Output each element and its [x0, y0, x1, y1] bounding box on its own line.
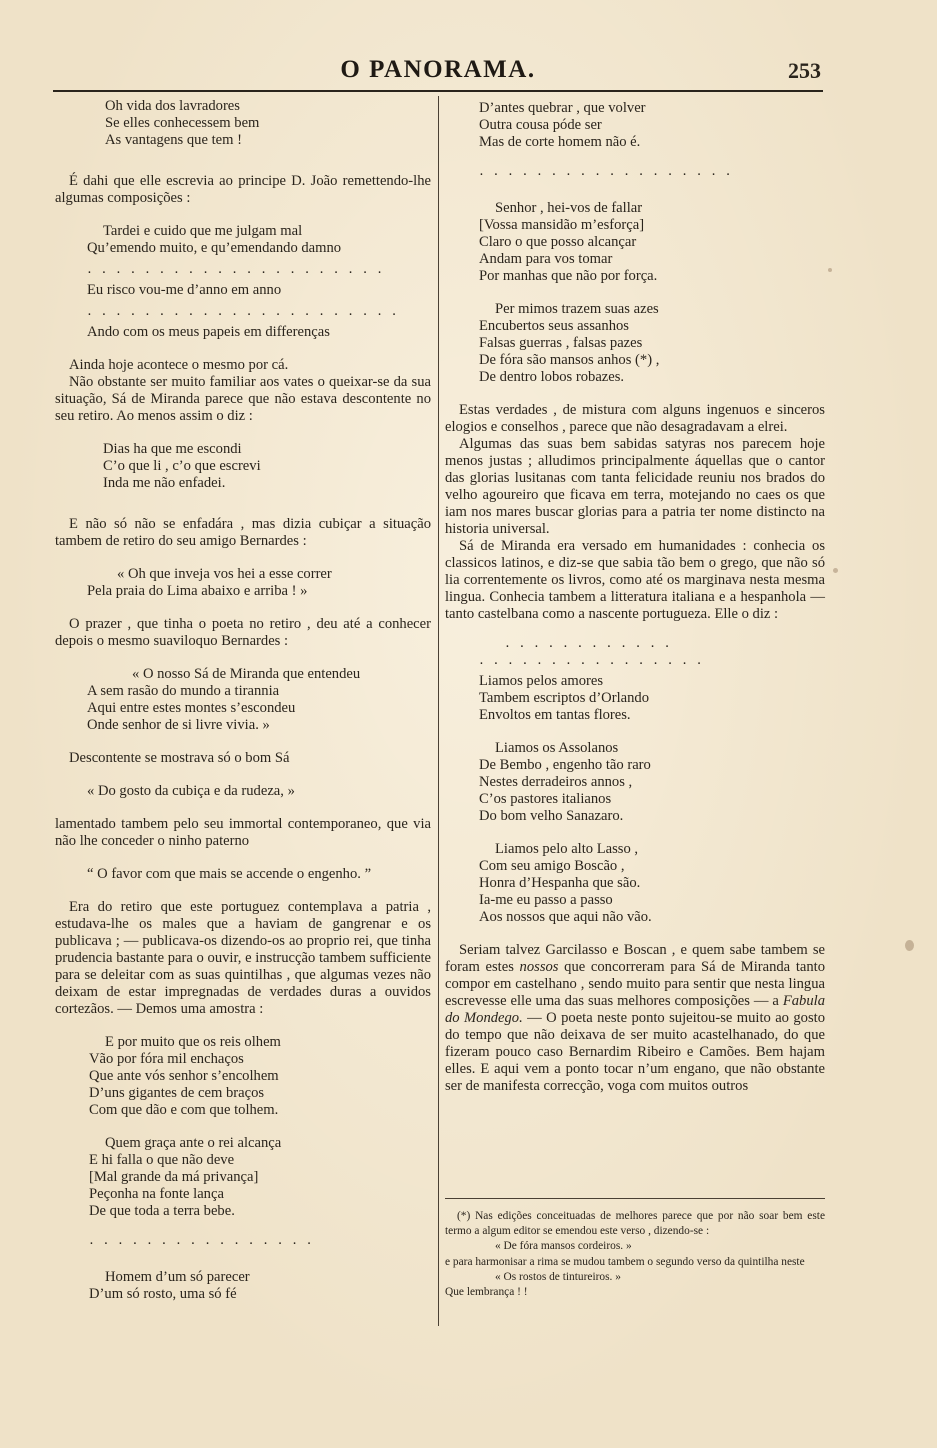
text-run: — O poeta neste ponto sujeitou-se muito ao gosto do tempo que não deixava de ser muito acastelhanado, do que fizeram pouco caso Bernardim Ribeiro e Camões. Bem hajam elles. E aqui vem a ponto tocar n’um engano, que não obstante ser de manifesta correcção, voga com muitos outros: [445, 1010, 825, 1094]
paragraph: lamentado tambem pelo seu immortal contemporaneo, que via não lhe conceder o ninho paterno: [55, 816, 431, 849]
verse-line: Andam para vos tomar: [479, 251, 613, 267]
verse-line: Nestes derradeiros annos ,: [479, 774, 633, 790]
verse-line: “ O favor com que mais se accende o engenho. ”: [87, 866, 372, 882]
page-number: 253: [788, 58, 821, 83]
verse-line: Com seu amigo Boscão ,: [479, 858, 625, 874]
footnote-rule: [445, 1198, 825, 1199]
verse-line: Vão por fóra mil enchaços: [89, 1051, 244, 1067]
verse-line: [Mal grande da má privança]: [89, 1169, 259, 1185]
verse-line: Senhor , hei-vos de fallar: [495, 200, 643, 216]
verse-line: [Vossa mansidão m’esforça]: [479, 217, 645, 233]
paragraph: Sá de Miranda era versado em humanidades : conhecia os classicos latinos, e diz-se que sabia tão bem o grego, que não só lia correntemente os livros, como até os marginava nesta mesma lingua. Conhecia tambem a litteratura italiana e a hespanhola — tanto castelbana como a nascente portugueza. Elle o diz :: [445, 538, 825, 622]
verse-line: Claro o que posso alcançar: [479, 234, 637, 250]
verse-line: Tardei e cuido que me julgam mal: [103, 223, 303, 239]
paragraph: O prazer , que tinha o poeta no retiro , deu até a conhecer depois o mesmo suaviloquo Bernardes :: [55, 616, 431, 649]
verse-favor: [55, 866, 431, 883]
verse-line: Outra cousa póde ser: [479, 117, 602, 133]
verse-line: E por muito que os reis olhem: [105, 1034, 281, 1050]
verse-line: Ia-me eu passo a passo: [479, 892, 613, 908]
paragraph: Não obstante ser muito familiar aos vates o queixar-se da sua situação, Sá de Miranda parece que não estava descontente no seu retiro. Ao menos assim o diz :: [55, 374, 431, 424]
ellipsis-dots: · · · · · · · · · · · · · · · · · · · · · ·: [87, 307, 400, 323]
verse-dantes: [445, 100, 825, 151]
verse-line: Honra d’Hespanha que são.: [479, 875, 641, 891]
verse-line: A sem rasão do mundo a tirannia: [87, 683, 280, 699]
verse-line: Que ante vós senhor s’encolhem: [89, 1068, 279, 1084]
verse-line: Inda me não enfadei.: [103, 475, 226, 491]
verse-lavradores: [55, 98, 431, 149]
paper-spot: [905, 940, 914, 951]
paragraph: Estas verdades , de mistura com alguns ingenuos e sinceros elogios e conselhos , parece que não desagradavam a elrei.: [445, 402, 825, 435]
text-run: que concorreram para Sá de Miranda tanto compor em castelhano , sendo muito para sentir que nesta lingua escrevesse elle uma das suas melhores composições — a: [445, 959, 826, 1009]
verse-line: Liamos os Assolanos: [495, 740, 619, 756]
verse-oh-inveja: [55, 566, 431, 600]
verse-line: Oh vida dos lavradores: [105, 98, 240, 114]
verse-line: « Oh que inveja vos hei a esse correr: [117, 566, 332, 582]
verse-liamos-assolanos: [445, 740, 825, 825]
verse-line: As vantagens que tem !: [105, 132, 242, 148]
verse-line: Dias ha que me escondi: [103, 441, 242, 457]
verse-line: C’o que li , c’o que escrevi: [103, 458, 261, 474]
verse-line: E hi falla o que não deve: [89, 1152, 235, 1168]
footnote-text: Que lembrança ! !: [445, 1286, 528, 1299]
verse-per-mimos: [445, 301, 825, 386]
verse-line: Falsas guerras , falsas pazes: [479, 335, 643, 351]
verse-line: Homem d’um só parecer: [105, 1269, 250, 1285]
verse-reis: [55, 1034, 431, 1119]
verse-line: Per mimos trazem suas azes: [495, 301, 659, 317]
ellipsis-dots: · · · · · · · · · · · · · · · · · ·: [479, 167, 734, 183]
verse-line: Pela praia do Lima abaixo e arriba ! »: [87, 583, 308, 599]
text-run: Seriam talvez Garcilasso e Boscan , e quem sabe tambem se foram estes: [445, 942, 825, 975]
paragraph: Algumas das suas bem sabidas satyras nos parecem hoje menos justas ; alludimos principalmente áquellas que o cantor das glorias lusitanas com tanta felicidade reuniu nos brados do velho agoureiro que ficava em terra, motejando no caes os que iam nos mares buscar glorias para a patria ter nome distincto na historia universal.: [445, 436, 825, 537]
verse-eu-risco: [55, 282, 431, 299]
verse-line: De dentro lobos robazes.: [479, 369, 625, 385]
verse-line: « O nosso Sá de Miranda que entendeu: [132, 666, 361, 682]
italic-run: nossos: [519, 959, 559, 975]
verse-line: Aos nossos que aqui não vão.: [479, 909, 652, 925]
verse-line: « Do gosto da cubiça e da rudeza, »: [87, 783, 295, 799]
paper-spot: [833, 568, 838, 573]
verse-line: Envoltos em tantas flores.: [479, 707, 631, 723]
verse-line: Tambem escriptos d’Orlando: [479, 690, 650, 706]
verse-line: Qu’emendo muito, e qu’emendando damno: [87, 240, 342, 256]
paragraph: [445, 942, 825, 1095]
column-divider: [438, 96, 439, 1326]
verse-line: Com que dão e com que tolhem.: [89, 1102, 279, 1118]
verse-line: D’antes quebrar , que volver: [479, 100, 646, 116]
ellipsis-dots: · · · · · · · · · · · · · · · ·: [479, 656, 705, 672]
newspaper-title: O PANORAMA.: [340, 56, 536, 83]
verse-graca: [55, 1135, 431, 1220]
verse-line: C’os pastores italianos: [479, 791, 612, 807]
verse-line: Liamos pelo alto Lasso ,: [495, 841, 639, 857]
verse-homem: [55, 1269, 431, 1303]
verse-line: Encubertos seus assanhos: [479, 318, 629, 334]
verse-line: Onde senhor de si livre vivia. »: [87, 717, 270, 733]
verse-line: Aqui entre estes montes s’escondeu: [87, 700, 296, 716]
paragraph: E não só não se enfadára , mas dizia cubiçar a situação tambem de retiro do seu amigo Bernardes :: [55, 516, 431, 549]
verse-line: Eu risco vou-me d’anno em anno: [87, 282, 282, 298]
verse-line: D’uns gigantes de cem braços: [89, 1085, 265, 1101]
left-column: [55, 98, 431, 1303]
verse-tardei: [55, 223, 431, 257]
ellipsis-dots: · · · · · · · · · · · · · · · · · · · · ·: [87, 265, 386, 281]
footnote-quote: « De fóra mansos cordeiros. »: [495, 1240, 632, 1253]
verse-line: Peçonha na fonte lança: [89, 1186, 224, 1202]
footnote-text: e para harmonisar a rima se mudou tambem o segundo verso da quintilha neste: [445, 1255, 805, 1268]
verse-line: D’um só rosto, uma só fé: [89, 1286, 237, 1302]
page-header: [53, 52, 823, 92]
paragraph: Descontente se mostrava só o bom Sá: [69, 750, 290, 766]
verse-line: Ando com os meus papeis em differenças: [87, 324, 330, 340]
verse-dias: [55, 441, 431, 492]
footnote: [445, 1198, 825, 1300]
footnote-text: (*) Nas edições conceituadas de melhores parece que por não soar bem este termo a algum editor se emendou este verso , dizendo-se :: [445, 1210, 825, 1238]
verse-line: Mas de corte homem não é.: [479, 134, 641, 150]
verse-line: Liamos pelos amores: [479, 673, 604, 689]
footnote-quote: « Os rostos de tintureiros. »: [495, 1270, 621, 1283]
paragraph: É dahi que elle escrevia ao principe D. João remettendo-lhe algumas composições :: [55, 173, 431, 206]
verse-line: De que toda a terra bebe.: [89, 1203, 235, 1219]
verse-cubica: [55, 783, 431, 800]
verse-line: Se elles conhecessem bem: [105, 115, 260, 131]
verse-bernardes: [55, 666, 431, 734]
ellipsis-dots: · · · · · · · · · · · ·: [505, 639, 673, 655]
verse-line: Quem graça ante o rei alcança: [105, 1135, 282, 1151]
verse-line: De fóra são mansos anhos (*) ,: [479, 352, 660, 368]
paragraph: Era do retiro que este portuguez contemplava a patria , estudava-lhe os males que a haviam de gangrenar e os publicava ; — publicava-os dizendo-os ao proprio rei, que tinha prudencia bastante para o ouvir, e instrucção tambem sufficiente para se deleitar com as suas quintilhas , que algumas vezes não deixam de estar impregnadas de verdades duras a ouvidos cortezãos. — Demos uma amostra :: [55, 899, 431, 1017]
verse-liamos-lasso: [445, 841, 825, 926]
paragraph: Ainda hoje acontece o mesmo por cá.: [69, 357, 289, 373]
italic-run: Fabula do Mondego.: [445, 993, 825, 1026]
verse-ando: [55, 324, 431, 341]
ellipsis-dots: · · · · · · · · · · · · · · · ·: [89, 1236, 315, 1252]
verse-senhor: [445, 200, 825, 285]
paper-spot: [828, 268, 832, 272]
verse-liamos-amores: [445, 673, 825, 724]
verse-line: De Bembo , engenho tão raro: [479, 757, 651, 773]
header-rule: [53, 90, 823, 92]
right-column: [445, 100, 825, 1095]
verse-line: Do bom velho Sanazaro.: [479, 808, 624, 824]
verse-line: Por manhas que não por força.: [479, 268, 658, 284]
